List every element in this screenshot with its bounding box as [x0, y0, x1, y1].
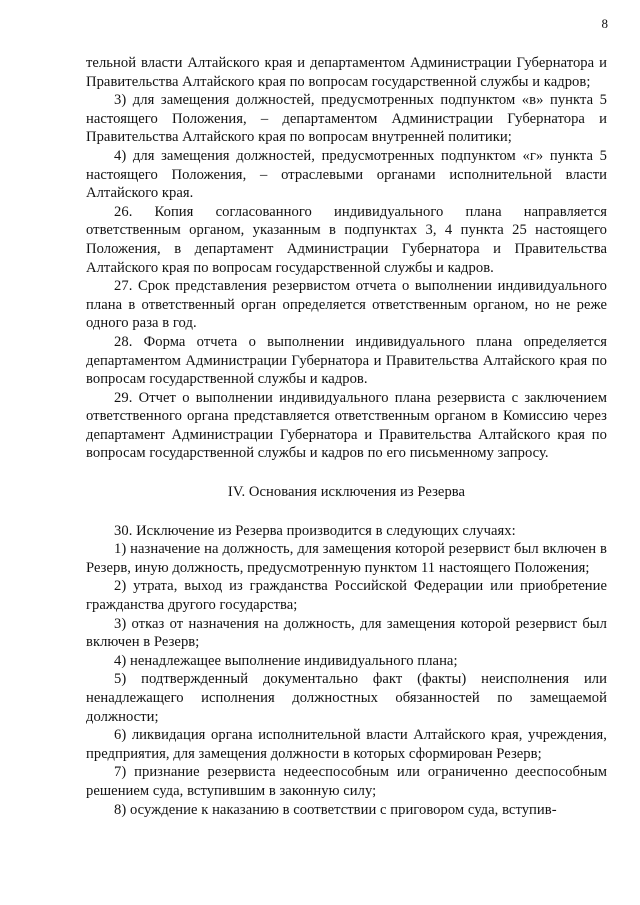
list-item-2: 2) утрата, выход из гражданства Российской Федерации или приобретение гражданства другого государства; [86, 578, 607, 614]
paragraph-26: 26. Копия согласованного индивидуального плана направляется ответственным органом, указанным в подпунктах 3, 4 пункта 25 настоящего Положения, в департамент Администрации Губернатора и Правительства Алтайского края по вопросам государственной службы и кадров. [86, 203, 607, 276]
list-item-5: 5) подтвержденный документально факт (факты) неисполнения или ненадлежащего исполнения должностных обязанностей по замещаемой должности; [86, 671, 607, 725]
page-number: 8 [601, 16, 608, 31]
paragraph-subitem-3: 3) для замещения должностей, предусмотренных подпунктом «в» пункта 5 настоящего Положения, – департаментом Администрации Губернатора и Правительства Алтайского края по вопросам внутренней политики; [86, 92, 607, 146]
document-body [86, 54, 607, 819]
list-item-6: 6) ликвидация органа исполнительной власти Алтайского края, учреждения, предприятия, для замещения должности в которых сформирован Резерв; [86, 727, 607, 762]
paragraph-27: 27. Срок представления резервистом отчета о выполнении индивидуального плана в ответственный орган определяется ответственным органом, но не реже одного раза в год. [86, 278, 607, 332]
paragraph-subitem-4: 4) для замещения должностей, предусмотренных подпунктом «г» пункта 5 настоящего Положения, – отраслевыми органами исполнительной власти Алтайского края. [86, 147, 607, 202]
list-item-1: 1) назначение на должность, для замещения которой резервист был включен в Резерв, иную должность, предусмотренную пунктом 11 настоящего Положения; [86, 541, 607, 576]
list-item-3: 3) отказ от назначения на должность, для замещения которой резервист был включен в Резерв; [86, 615, 607, 651]
paragraph-continuation: тельной власти Алтайского края и департаментом Администрации Губернатора и Правительства Алтайского края по вопросам государственной службы и кадров; [86, 55, 607, 90]
paragraph-30: 30. Исключение из Резерва производится в следующих случаях: [114, 522, 516, 539]
section-heading: IV. Основания исключения из Резерва [227, 484, 466, 501]
list-item-8: 8) осуждение к наказанию в соответствии с приговором суда, вступив- [114, 801, 557, 818]
paragraph-29: 29. Отчет о выполнении индивидуального плана резервиста с заключением ответственного органа представляется ответственным органом в Комиссию через департамент Администрации Губернатора и Правительства Алтайского края по вопросам государственной службы и кадров по его письменному запросу. [86, 389, 607, 462]
list-item-7: 7) признание резервиста недееспособным или ограниченно дееспособным решением суда, вступившим в законную силу; [86, 764, 607, 799]
list-item-4: 4) ненадлежащее выполнение индивидуального плана; [114, 652, 458, 669]
paragraph-28: 28. Форма отчета о выполнении индивидуального плана определяется департаментом Администрации Губернатора и Правительства Алтайского края по вопросам государственной службы и кадров. [86, 333, 607, 388]
